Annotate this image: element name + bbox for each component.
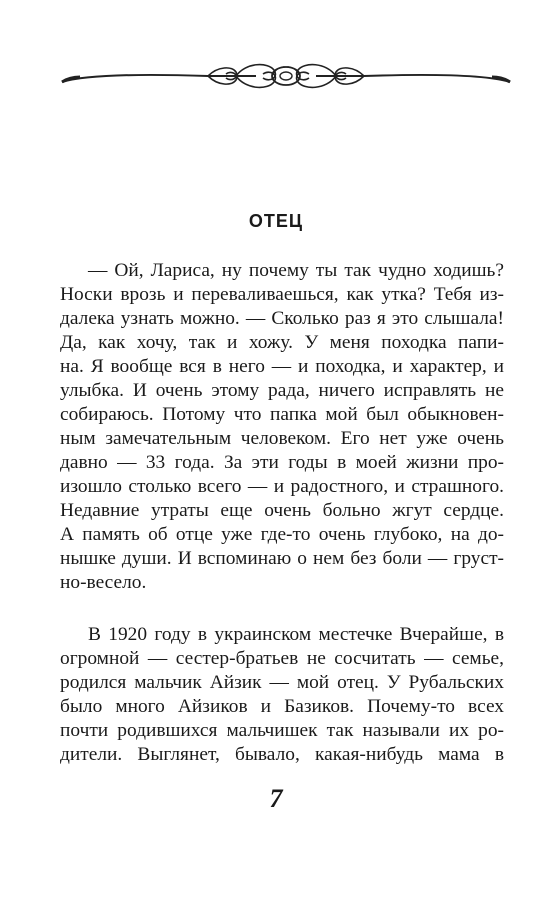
text-line: — Ой, Лариса, ну почему ты так чудно ходишь? <box>88 260 504 281</box>
text-line: на. Я вообще вся в него — и походка, и характер, и <box>60 356 504 377</box>
header-ornament <box>58 52 514 98</box>
text-line: но-весело. <box>60 572 147 593</box>
text-line: родился мальчик Айзик — мой отец. У Рубальских <box>60 672 504 693</box>
text-line: огромной — сестер-братьев не сосчитать — семье, <box>60 648 504 669</box>
text-line: улыбка. И очень этому рада, ничего исправлять не <box>60 380 504 401</box>
text-line: Да, как хочу, так и хожу. У меня походка папи- <box>60 332 504 353</box>
text-line: далека узнать можно. — Сколько раз я это слышала! <box>60 308 504 329</box>
page-number: 7 <box>269 784 283 813</box>
text-line: изошло столько всего — и радостного, и страшного. <box>60 476 504 497</box>
text-line: А память об отце уже где-то очень глубоко, на до- <box>60 524 504 545</box>
chapter-title: ОТЕЦ <box>248 211 304 231</box>
text-line: Носки врозь и переваливаешься, как утка? Тебя из- <box>60 284 504 305</box>
text-line: В 1920 году в украинском местечке Вчерайше, в <box>88 624 504 645</box>
text-line: было много Айзиков и Базиков. Почему-то всех <box>60 696 504 717</box>
text-line: нышке души. И вспоминаю о нем без боли — груст- <box>60 548 504 569</box>
text-line: собираюсь. Потому что папка мой был обыкновен- <box>60 404 504 425</box>
text-line: почти родившихся мальчишек так называли их ро- <box>60 720 504 741</box>
text-line: ным замечательным человеком. Его нет уже очень <box>60 428 504 449</box>
text-line: давно — 33 года. За эти годы в моей жизни про- <box>60 452 504 473</box>
text-line: Недавние утраты еще очень больно жгут сердце. <box>60 500 504 521</box>
text-line: дители. Выглянет, бывало, какая-нибудь мама в <box>60 744 504 765</box>
